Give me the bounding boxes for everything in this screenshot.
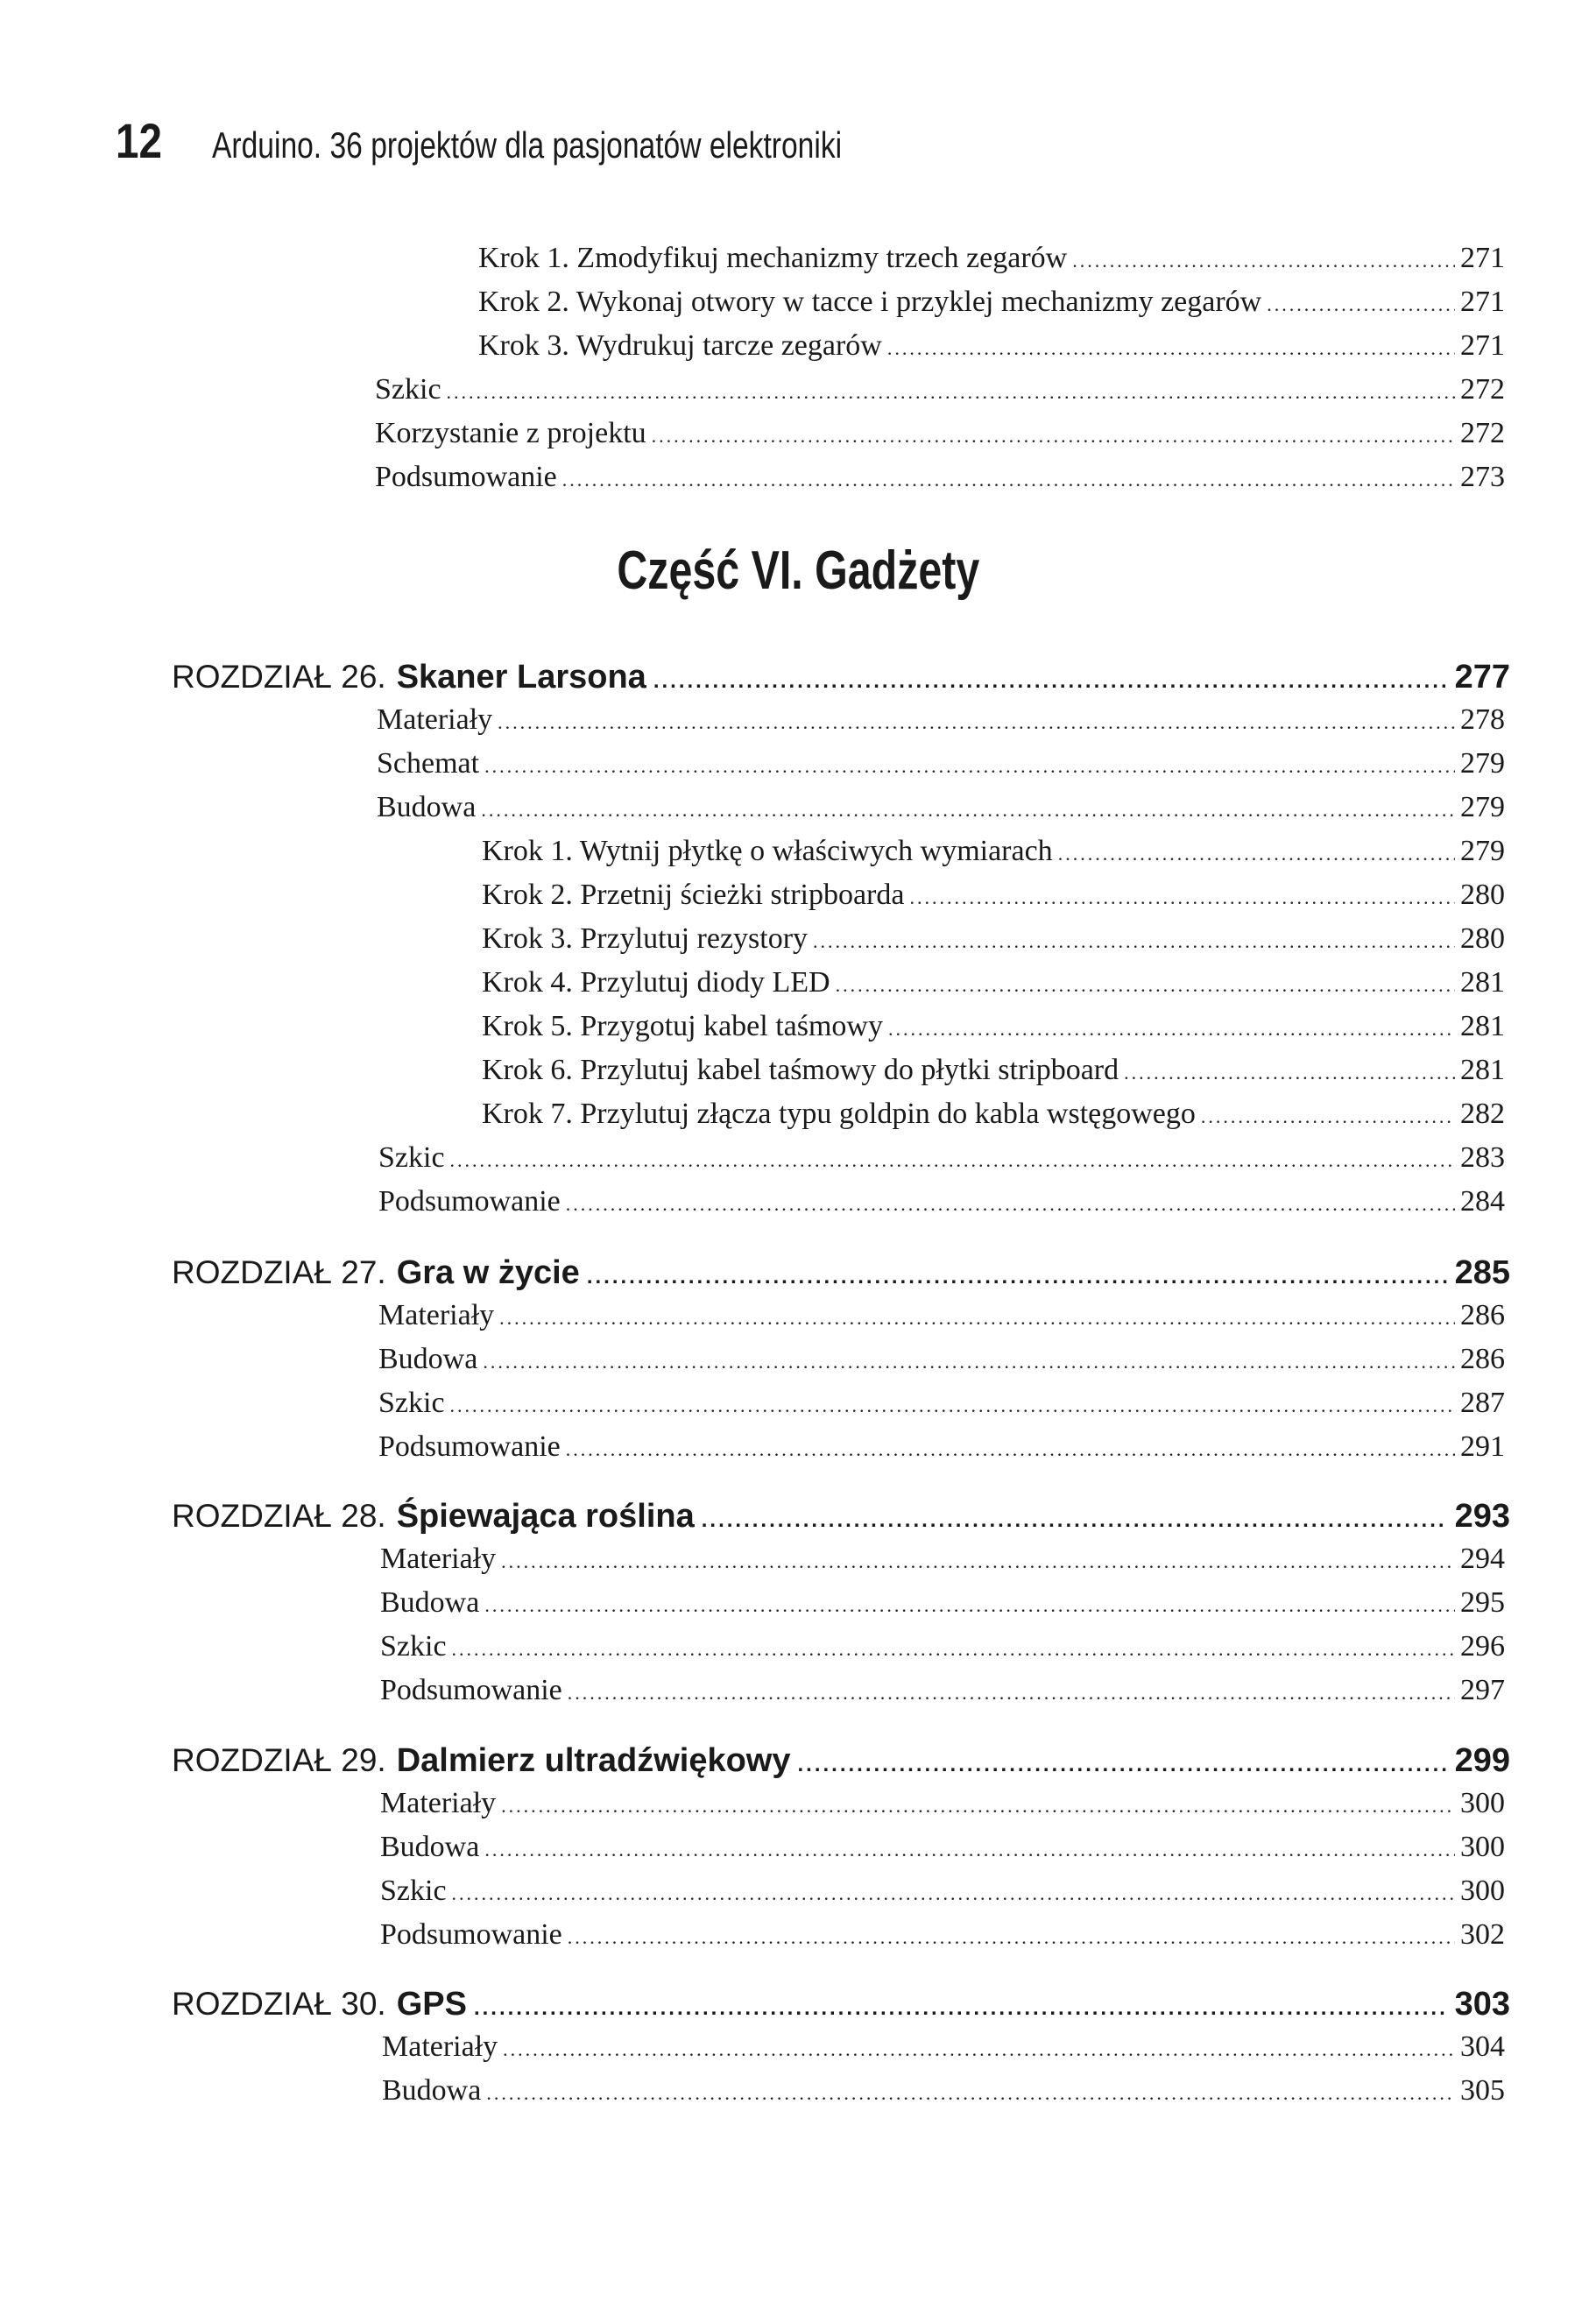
dot-leader [450, 1139, 1455, 1183]
toc-entry-label: Krok 3. Wydrukuj tarcze zegarów [478, 329, 882, 362]
dot-leader [562, 458, 1455, 502]
toc-entry[interactable] [482, 830, 1505, 873]
dot-leader [483, 1340, 1455, 1384]
toc-entry-page: 271 [1460, 286, 1505, 318]
chapter-number: ROZDZIAŁ 26. [172, 659, 386, 695]
toc-entry-page: 279 [1460, 791, 1505, 823]
dot-leader [1072, 239, 1455, 283]
chapter-number: ROZDZIAŁ 27. [172, 1254, 386, 1290]
toc-entry-label: Korzystanie z projektu [375, 417, 646, 449]
toc-entry[interactable] [382, 2025, 1505, 2069]
toc-entry[interactable] [378, 1180, 1505, 1224]
dot-leader [1201, 1095, 1455, 1139]
toc-entry-label: Schemat [377, 747, 480, 780]
toc-entry[interactable] [380, 1581, 1505, 1625]
toc-entry-label: Krok 6. Przylutuj kabel taśmowy do płytki stripboard [482, 1054, 1119, 1086]
toc-entry-page: 280 [1460, 879, 1505, 911]
toc-entry-page: 272 [1460, 417, 1505, 449]
toc-entry-label: Materiały [380, 1787, 497, 1819]
toc-entry-page: 304 [1460, 2030, 1505, 2063]
toc-entry-label: Szkic [380, 1630, 447, 1663]
toc-entry-page: 281 [1460, 1010, 1505, 1042]
page-header [116, 112, 999, 169]
dot-leader [503, 2028, 1455, 2072]
dot-leader [499, 1296, 1455, 1340]
chapter-title: GPS [396, 1986, 467, 2023]
toc-entry-page: 305 [1460, 2074, 1505, 2107]
toc-entry[interactable] [377, 698, 1505, 742]
toc-entry[interactable] [378, 1338, 1505, 1381]
toc-entry-label: Krok 1. Wytnij płytkę o właściwych wymiarach [482, 835, 1053, 867]
part-title [0, 540, 1596, 602]
toc-entry-page: 273 [1460, 461, 1505, 493]
chapter-title: Śpiewająca roślina [396, 1498, 695, 1535]
book-title: Arduino. 36 projektów dla pasjonatów elektroniki [212, 124, 843, 166]
toc-entry[interactable] [380, 1869, 1505, 1913]
toc-entry-page: 287 [1460, 1387, 1505, 1419]
chapter-page: 303 [1454, 1986, 1510, 2023]
part-title-text: Część VI. Gadżety [617, 540, 979, 601]
toc-entry-label: Szkic [380, 1875, 447, 1907]
chapter-page: 299 [1454, 1742, 1510, 1779]
toc-entry-label: Materiały [377, 703, 493, 736]
toc-entry-page: 279 [1460, 747, 1505, 780]
toc-entry[interactable] [378, 1425, 1505, 1469]
toc-entry[interactable] [380, 1825, 1505, 1869]
dot-leader [1124, 1051, 1455, 1095]
toc-entry[interactable] [482, 1005, 1505, 1049]
toc-entry[interactable] [378, 1294, 1505, 1338]
dot-leader [909, 876, 1455, 920]
chapter-title: Skaner Larsona [396, 659, 646, 695]
dot-leader [568, 1671, 1455, 1715]
toc-entry-page: 294 [1460, 1543, 1505, 1575]
toc-entry-page: 302 [1460, 1918, 1505, 1951]
toc-entry-page: 300 [1460, 1831, 1505, 1863]
toc-entry-label: Podsumowanie [380, 1674, 562, 1706]
toc-entry-page: 281 [1460, 1054, 1505, 1086]
toc-entry-label: Budowa [378, 1343, 478, 1375]
toc-entry[interactable] [478, 237, 1505, 280]
toc-entry-label: Budowa [380, 1831, 480, 1863]
dot-leader [1058, 832, 1455, 876]
toc-entry-label: Krok 1. Zmodyfikuj mechanizmy trzech zegarów [478, 242, 1068, 274]
toc-entry[interactable] [380, 1669, 1505, 1712]
dot-leader [450, 1384, 1455, 1428]
toc-entry-label: Szkic [378, 1387, 445, 1419]
toc-entry[interactable] [382, 2069, 1505, 2113]
toc-entry[interactable] [378, 1136, 1505, 1180]
toc-entry-page: 284 [1460, 1185, 1505, 1218]
toc-entry[interactable] [375, 368, 1505, 412]
toc-entry[interactable] [377, 786, 1505, 830]
dot-leader [652, 414, 1455, 458]
toc-entry[interactable] [377, 742, 1505, 786]
toc-entry[interactable] [482, 917, 1505, 961]
toc-entry-label: Krok 4. Przylutuj diody LED [482, 966, 830, 999]
toc-entry-page: 300 [1460, 1875, 1505, 1907]
chapter-page: 293 [1454, 1498, 1510, 1535]
dot-leader [484, 1584, 1455, 1628]
toc-entry[interactable] [378, 1381, 1505, 1425]
toc-entry-page: 279 [1460, 835, 1505, 867]
toc-entry-label: Materiały [380, 1543, 497, 1575]
dot-leader [484, 745, 1455, 788]
chapter-number: ROZDZIAŁ 29. [172, 1742, 386, 1778]
chapter-page: 285 [1454, 1254, 1510, 1291]
toc-entry-label: Podsumowanie [378, 1185, 561, 1218]
toc-entry-page: 296 [1460, 1630, 1505, 1663]
toc-entry-page: 280 [1460, 922, 1505, 955]
toc-entry-page: 286 [1460, 1343, 1505, 1375]
toc-entry[interactable] [375, 412, 1505, 455]
toc-entry-label: Krok 7. Przylutuj złącza typu goldpin do kabla wstęgowego [482, 1098, 1196, 1130]
toc-entry-page: 281 [1460, 966, 1505, 999]
toc-entry-label: Podsumowanie [378, 1430, 561, 1463]
dot-leader [566, 1428, 1455, 1472]
chapter-heading[interactable] [172, 1980, 1510, 2029]
toc-entry[interactable] [478, 280, 1505, 324]
toc-entry-label: Materiały [378, 1299, 495, 1331]
dot-leader [1267, 283, 1455, 327]
toc-entry-label: Szkic [378, 1141, 445, 1174]
toc-entry[interactable] [482, 1049, 1505, 1092]
toc-entry-label: Krok 5. Przygotuj kabel taśmowy [482, 1010, 883, 1042]
dot-leader [501, 1540, 1455, 1584]
toc-entry[interactable] [380, 1625, 1505, 1669]
dot-leader [888, 1007, 1455, 1051]
toc-entry-page: 286 [1460, 1299, 1505, 1331]
chapter-title: Gra w życie [396, 1254, 580, 1291]
toc-entry[interactable] [478, 324, 1505, 368]
dot-leader [452, 1872, 1455, 1916]
toc-entry-label: Krok 3. Przylutuj rezystory [482, 922, 809, 955]
dot-leader [447, 371, 1455, 414]
dot-leader [566, 1183, 1455, 1226]
toc-entry-label: Szkic [375, 373, 441, 406]
dot-leader [481, 788, 1455, 832]
toc-entry[interactable] [482, 961, 1505, 1005]
toc-entry-label: Budowa [380, 1586, 480, 1619]
toc-entry-page: 283 [1460, 1141, 1505, 1174]
toc-entry-page: 272 [1460, 373, 1505, 406]
dot-leader [484, 1828, 1455, 1872]
toc-entry-page: 282 [1460, 1098, 1505, 1130]
toc-entry-label: Krok 2. Wykonaj otwory w tacce i przyklej mechanizmy zegarów [478, 286, 1262, 318]
page-number: 12 [116, 113, 162, 168]
chapter-page: 277 [1454, 659, 1510, 695]
toc-entry[interactable] [375, 455, 1505, 499]
toc-entry-page: 271 [1460, 329, 1505, 362]
dot-leader [486, 2072, 1455, 2115]
chapter-number: ROZDZIAŁ 28. [172, 1498, 386, 1534]
toc-entry-label: Budowa [377, 791, 477, 823]
toc-entry[interactable] [482, 1092, 1505, 1136]
dot-leader [887, 327, 1455, 371]
chapter-heading[interactable] [172, 1248, 1510, 1297]
chapter-title: Dalmierz ultradźwiękowy [396, 1742, 791, 1779]
toc-entry-page: 278 [1460, 703, 1505, 736]
toc-entry-page: 271 [1460, 242, 1505, 274]
chapter-number: ROZDZIAŁ 30. [172, 1986, 386, 2022]
dot-leader [452, 1628, 1455, 1671]
toc-entry-page: 297 [1460, 1674, 1505, 1706]
toc-entry-page: 291 [1460, 1430, 1505, 1463]
dot-leader [836, 964, 1455, 1007]
toc-entry-label: Materiały [382, 2030, 498, 2063]
toc-entry[interactable] [380, 1537, 1505, 1581]
toc-entry[interactable] [380, 1782, 1505, 1825]
dot-leader [568, 1916, 1455, 1959]
dot-leader [498, 701, 1455, 745]
chapter-heading[interactable] [172, 1736, 1510, 1785]
chapter-heading[interactable] [172, 1492, 1510, 1541]
dot-leader [501, 1784, 1455, 1828]
toc-entry-label: Podsumowanie [380, 1918, 562, 1951]
toc-entry[interactable] [482, 873, 1505, 917]
dot-leader [813, 920, 1455, 964]
toc-entry-page: 295 [1460, 1586, 1505, 1619]
toc-entry-label: Krok 2. Przetnij ścieżki stripboarda [482, 879, 905, 911]
toc-entry-page: 300 [1460, 1787, 1505, 1819]
toc-entry[interactable] [380, 1913, 1505, 1957]
toc-entry-label: Budowa [382, 2074, 482, 2107]
chapter-heading[interactable] [172, 653, 1510, 702]
toc-entry-label: Podsumowanie [375, 461, 557, 493]
